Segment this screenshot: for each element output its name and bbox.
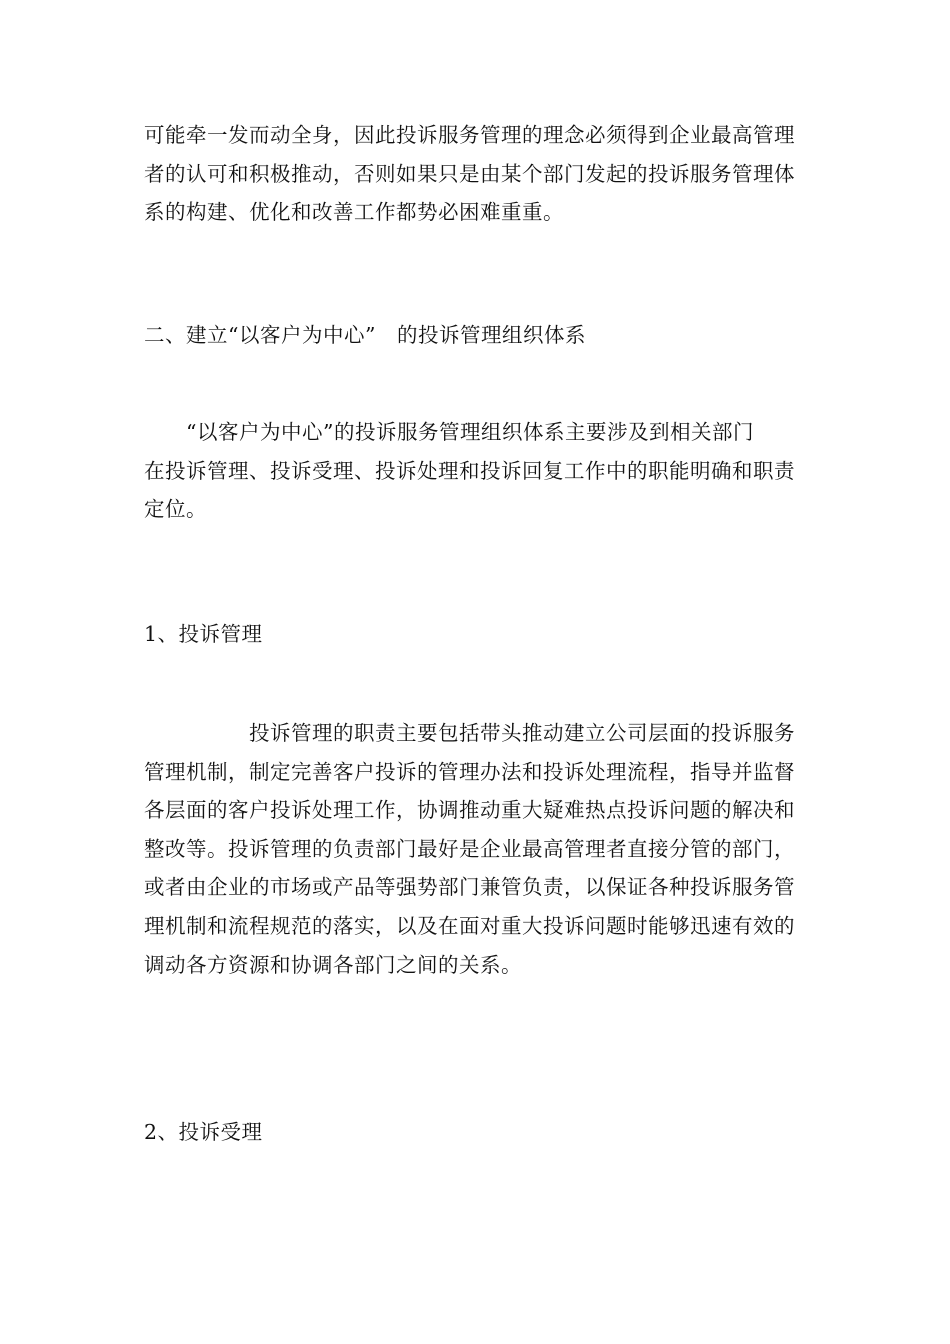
paragraph-2 xyxy=(144,413,810,529)
section-2-heading: 二、建立“以客户为中心” 的投诉管理组织体系 xyxy=(144,323,586,347)
paragraph-line: 理机制和流程规范的落实，以及在面对重大投诉问题时能够迅速有效的 xyxy=(144,913,795,938)
paragraph-line: 可能牵一发而动全身，因此投诉服务管理的理念必须得到企业最高管理 xyxy=(144,123,795,147)
subsection-1-heading: 1、投诉管理 xyxy=(144,622,263,646)
paragraph-line: 定位。 xyxy=(144,497,207,522)
paragraph-3 xyxy=(144,714,810,984)
paragraph-line: 整改等。投诉管理的负责部门最好是企业最高管理者直接分管的部门， xyxy=(144,836,795,861)
paragraph-line: 投诉管理的职责主要包括带头推动建立公司层面的投诉服务 xyxy=(144,721,795,745)
paragraph-line: “以客户为中心”的投诉服务管理组织体系主要涉及到相关部门 xyxy=(144,420,754,444)
paragraph-line: 各层面的客户投诉处理工作，协调推动重大疑难热点投诉问题的解决和 xyxy=(144,798,795,823)
paragraph-line: 在投诉管理、投诉受理、投诉处理和投诉回复工作中的职能明确和职责 xyxy=(144,458,795,483)
paragraph-1 xyxy=(144,116,810,232)
paragraph-line: 者的认可和积极推动，否则如果只是由某个部门发起的投诉服务管理体 xyxy=(144,161,795,186)
paragraph-line: 调动各方资源和协调各部门之间的关系。 xyxy=(144,952,522,977)
paragraph-line: 管理机制，制定完善客户投诉的管理办法和投诉处理流程，指导并监督 xyxy=(144,759,795,784)
subsection-2-heading: 2、投诉受理 xyxy=(144,1120,263,1144)
paragraph-line: 系的构建、优化和改善工作都势必困难重重。 xyxy=(144,200,564,225)
paragraph-line: 或者由企业的市场或产品等强势部门兼管负责，以保证各种投诉服务管 xyxy=(144,875,795,900)
